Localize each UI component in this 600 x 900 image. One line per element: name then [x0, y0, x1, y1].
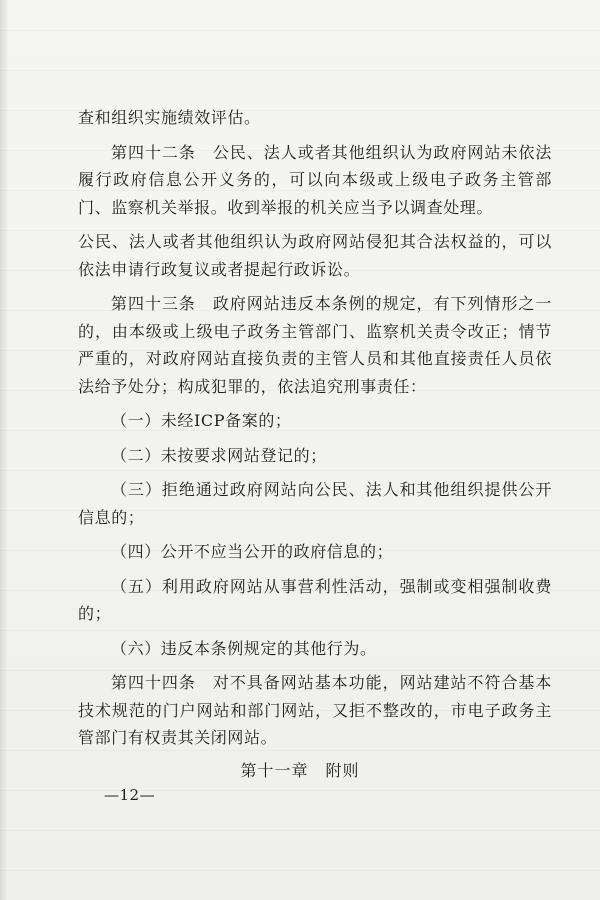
article-43-item-1: （一）未经ICP备案的；: [111, 411, 292, 430]
article-42-clause-2: 公民、法人或者其他组织认为政府网站侵犯其合法权益的，可以依法申请行政复议或者提起行政诉讼。: [78, 232, 552, 279]
page-number: —12—: [104, 786, 156, 804]
article-43-item-3: （三）拒绝通过政府网站向公民、法人和其他组织提供公开信息的；: [78, 480, 552, 527]
body-text: [78, 104, 552, 759]
article-43-item-4: （四）公开不应当公开的政府信息的；: [111, 542, 394, 561]
paragraph-continuation: 查和组织实施绩效评估。: [78, 108, 261, 127]
article-44: 第四十四条 对不具备网站基本功能，网站建站不符合基本技术规范的门户网站和部门网站，又拒不整改的，市电子政务主管部门有权责其关闭网站。: [78, 673, 552, 747]
chapter-heading: 第十一章 附则: [240, 761, 360, 780]
article-43-item-5: （五）利用政府网站从事营利性活动，强制或变相强制收费的；: [78, 576, 552, 623]
article-43: 第四十三条 政府网站违反本条例的规定，有下列情形之一的，由本级或上级电子政务主管部门、监察机关责令改正；情节严重的，对政府网站直接负责的主管人员和其他直接责任人员依法给予处分；构成犯罪的，依法追究刑事责任：: [78, 294, 552, 396]
article-42: 第四十二条 公民、法人或者其他组织认为政府网站未依法履行政府信息公开义务的，可以向本级或上级电子政务主管部门、监察机关举报。收到举报的机关应当予以调查处理。: [78, 142, 552, 217]
article-43-item-6: （六）违反本条例规定的其他行为。: [111, 638, 377, 658]
article-43-item-2: （二）未按要求网站登记的；: [111, 445, 327, 465]
